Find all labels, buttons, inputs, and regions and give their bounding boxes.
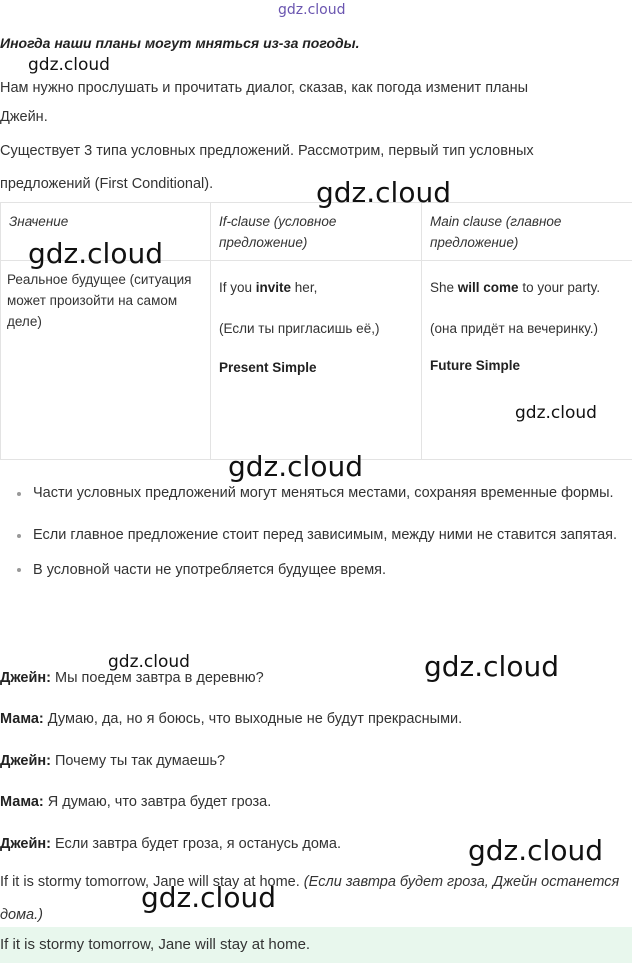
intro-heading: Иногда наши планы могут мняться из-за погоды.: [0, 35, 360, 51]
cell-main-clause: [422, 261, 632, 460]
task-line-2: Джейн.: [0, 109, 48, 125]
watermark: gdz.cloud: [316, 176, 451, 209]
dialogue-line: Мама: Думаю, да, но я боюсь, что выходные не будут прекрасными.: [0, 711, 463, 727]
table-row: [1, 261, 632, 460]
watermark: gdz.cloud: [28, 55, 110, 75]
if-example: If you invite her,: [219, 280, 318, 295]
bullet-icon: [17, 568, 21, 572]
dialogue-line: Мама: Я думаю, что завтра будет гроза.: [0, 794, 272, 810]
if-translation: (Если ты пригласишь её,): [219, 321, 380, 336]
watermark: gdz.cloud: [424, 650, 559, 683]
watermark: gdz.cloud: [228, 450, 363, 483]
main-example: She will come to your party.: [430, 280, 601, 295]
if-tense: Present Simple: [219, 360, 317, 375]
list-item: Если главное предложение стоит перед зависимым, между ними не ставится запятая.: [0, 519, 632, 552]
main-translation: (она придёт на вечеринку.): [430, 321, 598, 336]
dialogue-line: Джейн: Почему ты так думаешь?: [0, 753, 226, 769]
cell-if-clause: [211, 261, 422, 460]
header-meaning: Значение: [1, 203, 211, 261]
watermark: gdz.cloud: [515, 403, 597, 423]
watermark: gdz.cloud: [108, 652, 190, 672]
rules-list: [0, 477, 632, 590]
watermark-top: gdz.cloud: [278, 2, 346, 18]
dialogue-line: Джейн: Если завтра будет гроза, я останусь дома.: [0, 836, 341, 852]
main-tense: Future Simple: [430, 358, 521, 373]
answer-paragraph: If it is stormy tomorrow, Jane will stay at home. (Если завтра будет гроза, Джейн останется дома.): [0, 874, 620, 923]
types-line-2: предложений (First Conditional).: [0, 176, 214, 192]
types-line-1: Существует 3 типа условных предложений. Рассмотрим, первый тип условных: [0, 143, 534, 159]
header-if-clause: If-clause (условное предложение): [211, 203, 422, 261]
dialogue-line: Джейн: Мы поедем завтра в деревню?: [0, 670, 264, 686]
cell-meaning: Реальное будущее (ситуация может произойти на самом деле): [1, 261, 211, 460]
watermark: gdz.cloud: [141, 881, 276, 914]
header-main-clause: Main clause (главное предложение): [422, 203, 632, 261]
list-item: В условной части не употребляется будущее время.: [0, 559, 632, 581]
answer-highlight-box: If it is stormy tomorrow, Jane will stay at home.: [0, 927, 632, 963]
watermark: gdz.cloud: [468, 834, 603, 867]
watermark: gdz.cloud: [28, 237, 163, 270]
bullet-icon: [17, 492, 21, 496]
list-item: Части условных предложений могут меняться местами, сохраняя временные формы.: [0, 477, 632, 510]
task-line-1: Нам нужно прослушать и прочитать диалог, сказав, как погода изменит планы: [0, 80, 529, 96]
bullet-icon: [17, 534, 21, 538]
